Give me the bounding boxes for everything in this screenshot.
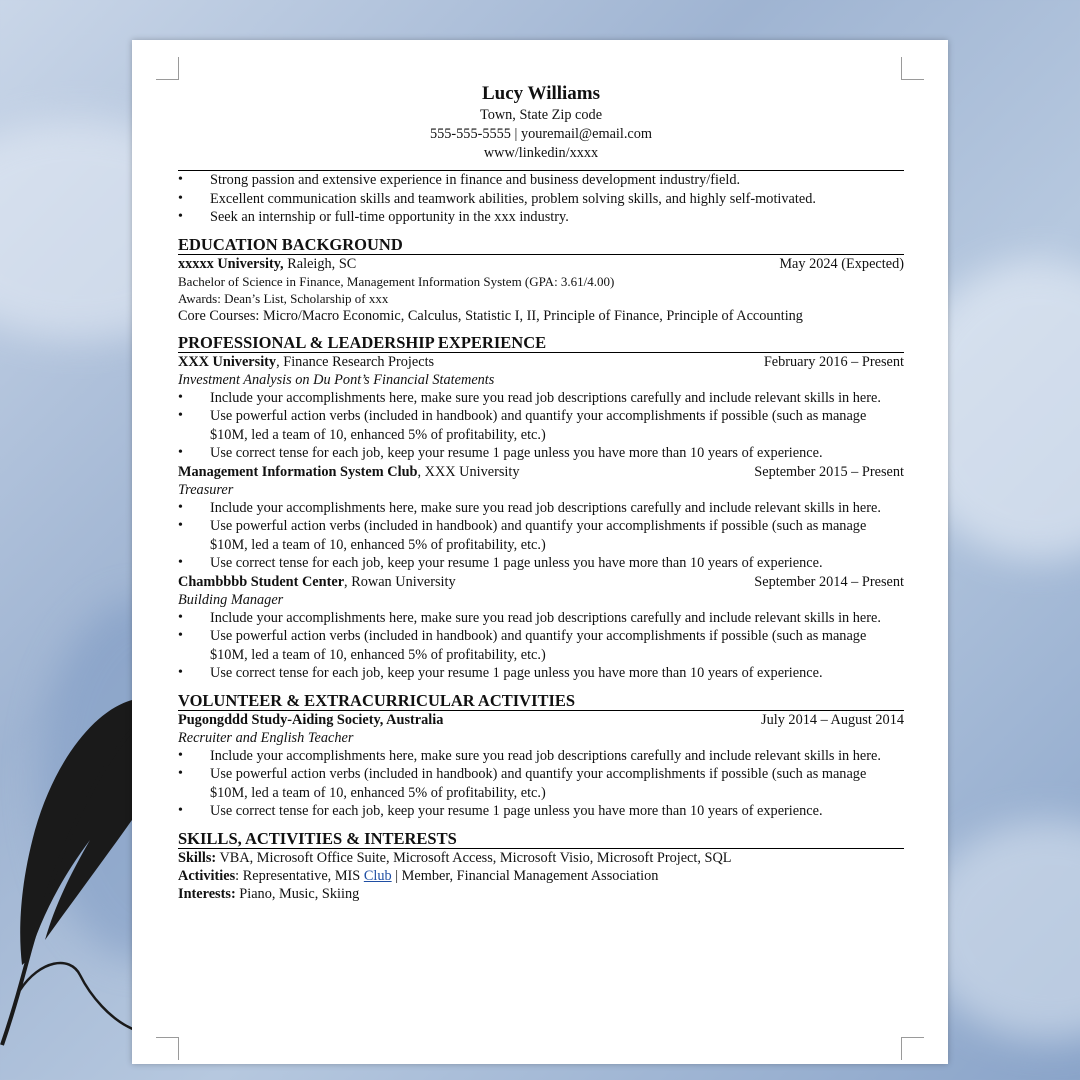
linkedin-url: www/linkedin/xxxx: [483, 145, 599, 161]
job-detail: , Rowan University: [344, 573, 456, 590]
crop-mark: [156, 1037, 179, 1060]
crop-mark: [156, 57, 179, 80]
core-courses: Core Courses: Micro/Macro Economic, Calculus, Statistic I, II, Principle of Finance, Principle of Accounting: [178, 307, 803, 324]
job-role: Treasurer: [178, 481, 234, 498]
list-item: • Use correct tense for each job, keep your resume 1 page unless you have more than 10 years of experience.: [178, 664, 904, 683]
activities-text: : Representative, MIS: [235, 867, 364, 884]
list-item: • Use powerful action verbs (included in handbook) and quantify your accomplishments if possible (such as manage $10M, led a team of 10, enhanced 5% of profitability, etc.): [178, 407, 904, 444]
job-entry: [178, 573, 904, 683]
activities-text-2: | Member, Financial Management Association: [391, 867, 659, 884]
list-item: • Use powerful action verbs (included in handbook) and quantify your accomplishments if possible (such as manage $10M, led a team of 10, enhanced 5% of profitability, etc.): [178, 517, 904, 554]
job-entry: [178, 353, 904, 463]
skills-label: Skills:: [178, 849, 217, 866]
section-title-skills: SKILLS, ACTIVITIES & INTERESTS: [178, 830, 904, 849]
list-item: • Include your accomplishments here, make sure you read job descriptions carefully and include relevant skills in here.: [178, 499, 904, 518]
section-title-experience: PROFESSIONAL & LEADERSHIP EXPERIENCE: [178, 334, 904, 353]
education-date: May 2024 (Expected): [779, 255, 904, 272]
interests-label: Interests:: [178, 885, 236, 902]
crop-mark: [901, 57, 924, 80]
job-role: Building Manager: [178, 591, 284, 608]
section-title-education: EDUCATION BACKGROUND: [178, 236, 904, 255]
activities-line: [178, 867, 904, 885]
activities-label: Activities: [178, 867, 236, 884]
list-item: • Use powerful action verbs (included in handbook) and quantify your accomplishments if possible (such as manage $10M, led a team of 10, enhanced 5% of profitability, etc.): [178, 765, 904, 802]
job-org: XXX University: [178, 353, 277, 370]
job-role: Investment Analysis on Du Pont’s Financial Statements: [178, 371, 495, 388]
job-bullets: [178, 389, 904, 463]
list-item: • Use correct tense for each job, keep your resume 1 page unless you have more than 10 years of experience.: [178, 554, 904, 573]
list-item: • Include your accomplishments here, make sure you read job descriptions carefully and include relevant skills in here.: [178, 389, 904, 408]
summary-item: • Strong passion and extensive experience in finance and business development industry/field.: [178, 171, 904, 190]
candidate-name: Lucy Williams: [481, 83, 601, 104]
crop-mark: [901, 1037, 924, 1060]
education-row: [178, 255, 904, 273]
interests-line: [178, 885, 904, 903]
list-item: • Use correct tense for each job, keep your resume 1 page unless you have more than 10 years of experience.: [178, 802, 904, 821]
job-detail: , Finance Research Projects: [276, 353, 435, 370]
section-title-volunteer: VOLUNTEER & EXTRACURRICULAR ACTIVITIES: [178, 692, 904, 711]
resume-content: [178, 82, 904, 903]
volunteer-date: July 2014 – August 2014: [761, 711, 904, 728]
job-date: September 2015 – Present: [754, 463, 904, 480]
job-org: Management Information System Club: [178, 463, 418, 480]
list-item: • Include your accomplishments here, make sure you read job descriptions carefully and include relevant skills in here.: [178, 609, 904, 628]
club-link[interactable]: Club: [363, 867, 392, 884]
contact-info: 555-555-5555 | youremail@email.com: [429, 126, 653, 142]
list-item: • Use correct tense for each job, keep your resume 1 page unless you have more than 10 years of experience.: [178, 444, 904, 463]
school-name: xxxxx University,: [178, 255, 284, 272]
feather-quill-icon: [0, 690, 150, 1080]
volunteer-role: Recruiter and English Teacher: [178, 729, 354, 746]
job-date: September 2014 – Present: [754, 573, 904, 590]
job-entry: [178, 463, 904, 573]
list-item: • Include your accomplishments here, make sure you read job descriptions carefully and include relevant skills in here.: [178, 747, 904, 766]
awards: Awards: Dean’s List, Scholarship of xxx: [178, 290, 389, 306]
interests-text: Piano, Music, Skiing: [235, 885, 360, 902]
resume-page: [132, 40, 948, 1064]
summary-list: [178, 171, 904, 227]
job-org: Chambbbb Student Center: [178, 573, 345, 590]
resume-header: [178, 82, 904, 163]
volunteer-bullets: [178, 747, 904, 821]
job-date: February 2016 – Present: [763, 353, 904, 370]
degree: Bachelor of Science in Finance, Management Information System (GPA: 3.61/4.00): [178, 273, 615, 289]
volunteer-org: Pugongddd Study-Aiding Society, Australia: [178, 711, 444, 728]
job-bullets: [178, 499, 904, 573]
school-location: Raleigh, SC: [283, 255, 357, 272]
job-bullets: [178, 609, 904, 683]
skills-text: VBA, Microsoft Office Suite, Microsoft Access, Microsoft Visio, Microsoft Project, SQL: [216, 849, 732, 866]
skills-line: [178, 849, 904, 867]
address: Town, State Zip code: [479, 107, 603, 123]
list-item: • Use powerful action verbs (included in handbook) and quantify your accomplishments if possible (such as manage $10M, led a team of 10, enhanced 5% of profitability, etc.): [178, 627, 904, 664]
summary-item: • Seek an internship or full-time opportunity in the xxx industry.: [178, 208, 904, 227]
summary-item: • Excellent communication skills and teamwork abilities, problem solving skills, and highly self-motivated.: [178, 190, 904, 209]
job-detail: , XXX University: [417, 463, 520, 480]
